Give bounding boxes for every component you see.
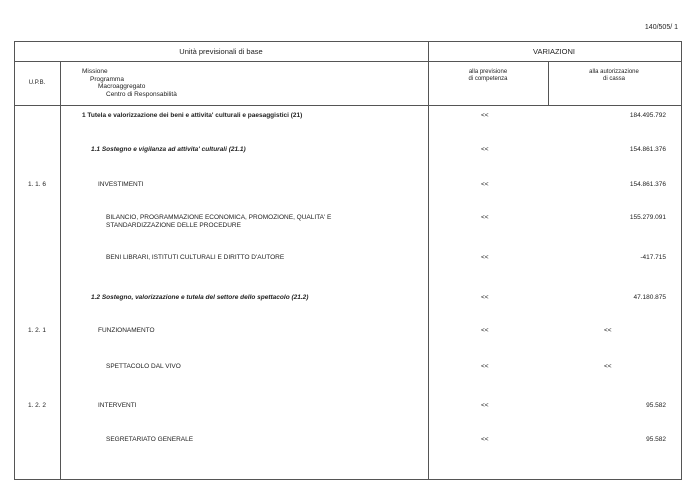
divider-variazioni (428, 41, 429, 479)
divider-cassa (548, 61, 549, 105)
autorizzazione-line1: alla autorizzazione (589, 69, 639, 75)
missione-header (82, 68, 177, 98)
cassa-value: 95.582 (646, 402, 666, 409)
macroaggregato-label: Macroaggregato (98, 83, 146, 90)
autorizzazione-header (548, 69, 680, 83)
variazioni-header: VARIAZIONI (533, 47, 575, 56)
cassa-value: 154.861.376 (629, 181, 666, 188)
competenza-value: << (481, 327, 489, 334)
macroaggregato-title: FUNZIONAMENTO (98, 327, 155, 334)
page-reference: 140/505/ 1 (644, 24, 678, 31)
cassa-value: 155.279.091 (629, 214, 666, 221)
upb-code: 1. 2. 2 (27, 402, 47, 409)
divider-header (14, 61, 681, 62)
missione-label: Missione (82, 68, 108, 75)
cassa-value: -417.715 (640, 254, 666, 261)
centro-responsabilita-title (106, 214, 331, 230)
competenza-value: << (481, 294, 489, 301)
cassa-value: 47.180.875 (633, 294, 666, 301)
previsione-line1: alla previsione (468, 69, 508, 75)
unita-previsionali-header: Unità previsionali di base (179, 47, 263, 56)
centro-responsabilita-title: BENI LIBRARI, ISTITUTI CULTURALI E DIRITTO D'AUTORE (106, 254, 285, 261)
centro-responsabilita-title: SEGRETARIATO GENERALE (106, 436, 194, 443)
upb-header: U.P.B. (28, 80, 46, 86)
competenza-value: << (481, 402, 489, 409)
centro-responsabilita-title: SPETTACOLO DAL VIVO (106, 363, 181, 370)
centro-line1: BILANCIO, PROGRAMMAZIONE ECONOMICA, PROMOZIONE, QUALITA' E (106, 214, 332, 221)
competenza-value: << (481, 363, 489, 370)
competenza-value: << (481, 146, 489, 153)
divider-upb (60, 61, 61, 479)
macroaggregato-title: INVESTIMENTI (98, 181, 144, 188)
programma-label: Programma (90, 75, 124, 83)
centro-responsabilita-label: Centro di Responsabilità (106, 90, 177, 98)
programma-title: 1.2 Sostegno, valorizzazione e tutela del settore dello spettacolo (21.2) (91, 294, 309, 301)
programma-title: 1.1 Sostegno e vigilanza ad attivita' culturali (21.1) (91, 146, 246, 153)
upb-code: 1. 1. 6 (27, 181, 47, 188)
upb-code: 1. 2. 1 (27, 327, 47, 334)
cassa-value: << (604, 363, 612, 370)
cassa-value: 95.582 (646, 436, 666, 443)
competenza-value: << (481, 254, 489, 261)
competenza-value: << (481, 181, 489, 188)
previsione-header (428, 69, 548, 83)
divider-subheader (14, 105, 681, 106)
cassa-value: 184.495.792 (629, 112, 666, 119)
missione-title: 1 Tutela e valorizzazione dei beni e attivita' culturali e paesaggistici (21) (82, 112, 303, 119)
macroaggregato-title: INTERVENTI (98, 402, 137, 409)
previsione-line2: di competenza (468, 76, 508, 82)
centro-line2: STANDARDIZZAZIONE DELLE PROCEDURE (106, 222, 241, 229)
competenza-value: << (481, 112, 489, 119)
competenza-value: << (481, 436, 489, 443)
autorizzazione-line2: di cassa (602, 76, 625, 82)
cassa-value: 154.861.376 (629, 146, 666, 153)
competenza-value: << (481, 214, 489, 221)
cassa-value: << (604, 327, 612, 334)
